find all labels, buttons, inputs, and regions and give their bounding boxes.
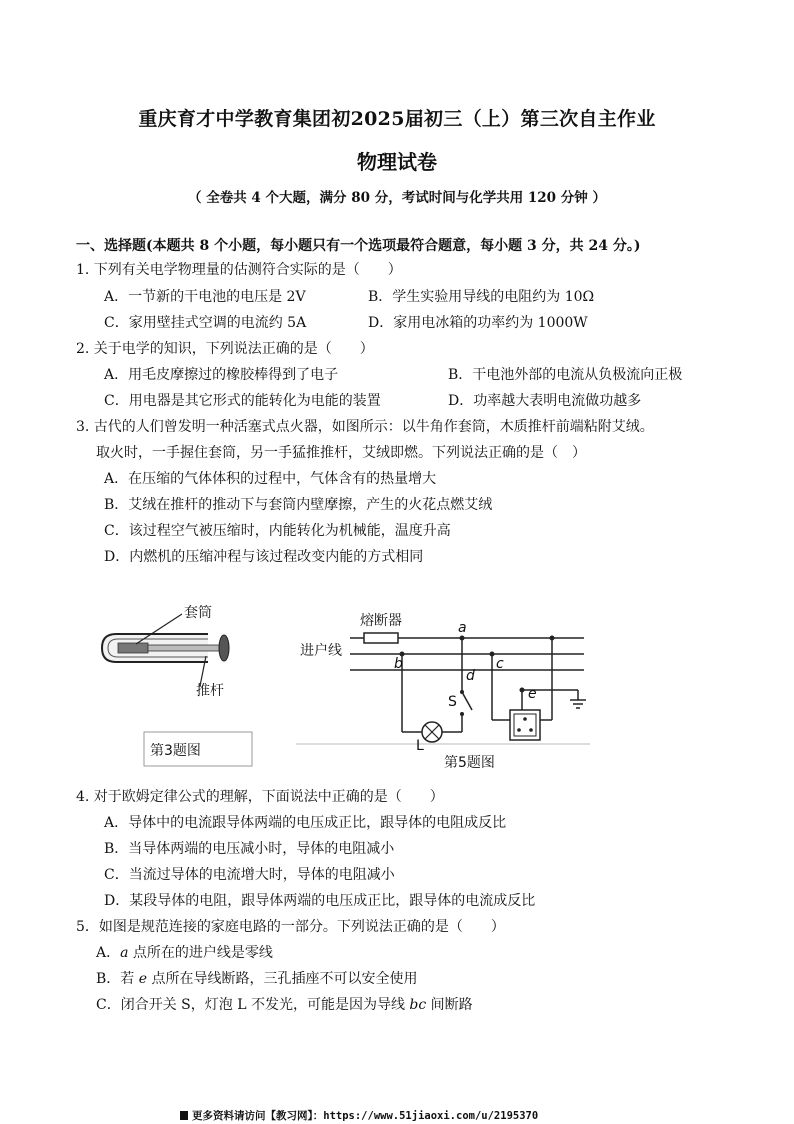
section-heading: 一、选择题(本题共 8 个小题，每小题只有一个选项最符合题意，每小题 3 分，共 24 分。) [76,238,641,254]
q3-stem-line1: 3. 古代的人们曾发明一种活塞式点火器，如图所示：以牛角作套筒，木质推杆前端粘附艾绒。 [76,419,654,435]
q1-stem: 1. 下列有关电学物理量的估测符合实际的是（ ） [76,262,402,278]
q4-stem: 4. 对于欧姆定律公式的理解，下面说法中正确的是（ ） [76,789,444,805]
q2-option-c: C．用电器是其它形式的能转化为电能的装置 [104,393,381,409]
exam-subtitle: 物理试卷 [357,150,437,174]
flag-icon [180,1111,188,1120]
q3-option-b: B．艾绒在推杆的推动下与套筒内壁摩擦，产生的火花点燃艾绒 [104,497,493,513]
q5-c-text: 间断路 [426,997,473,1013]
figure-3-caption: 第3题图 [150,743,201,759]
footer-text: 更多资料请访问【教习网】：https://www.51jiaoxi.com/u/2195370 [192,1110,539,1122]
figure-3-igniter [96,598,256,770]
label-point-e: e [528,686,537,702]
q5-c-prefix: C．闭合开关 S，灯泡 L 不发光，可能是因为导线 [96,997,410,1013]
label-point-d: d [466,668,475,684]
q3-option-c: C．该过程空气被压缩时，内能转化为机械能，温度升高 [104,523,451,539]
q5-a-variable: a [120,945,129,961]
exam-title: 重庆育才中学教育集团初2025届初三（上）第三次自主作业 [138,108,656,130]
exam-note: （ 全卷共 4 个大题，满分 80 分，考试时间与化学共用 120 分钟 ） [188,190,606,206]
figure-5-circuit [294,606,594,774]
circuit-diagram [294,606,594,774]
label-fuse: 熔断器 [360,613,402,629]
label-point-c: c [496,656,504,672]
q2-option-d: D．功率越大表明电流做功越多 [448,393,642,409]
q1-option-c: C．家用壁挂式空调的电流约 5A [104,315,307,331]
label-switch-s: S [448,694,457,710]
q5-stem: 5．如图是规范连接的家庭电路的一部分。下列说法正确的是（ ） [76,919,505,935]
q5-b-text: 点所在导线断路，三孔插座不可以安全使用 [147,971,418,987]
q4-option-b: B．当导体两端的电压减小时，导体的电阻减小 [104,841,395,857]
q5-b-variable: e [138,971,148,987]
label-sleeve: 套筒 [184,605,212,621]
q5-c-variable: bc [409,997,427,1013]
q4-option-c: C．当流过导体的电流增大时，导体的电阻减小 [104,867,395,883]
figure-5-caption: 第5题图 [444,755,495,771]
q2-stem: 2. 关于电学的知识，下列说法正确的是（ ） [76,341,374,357]
q5-b-prefix: B．若 [96,971,139,987]
q1-option-b: B．学生实验用导线的电阻约为 10Ω [368,289,595,305]
q4-option-a: A．导体中的电流跟导体两端的电压成正比，跟导体的电阻成反比 [104,815,507,831]
q5-option-a [96,944,273,962]
q4-option-d: D．某段导体的电阻，跟导体两端的电压成正比，跟导体的电流成反比 [104,893,536,909]
label-point-b: b [394,656,403,672]
q5-option-c [96,996,473,1014]
q1-option-a: A．一节新的干电池的电压是 2V [104,289,306,305]
q1-option-d: D．家用电冰箱的功率约为 1000W [368,315,588,331]
q2-option-a: A．用毛皮摩擦过的橡胶棒得到了电子 [104,367,339,383]
footer-link[interactable] [180,1108,538,1123]
label-lamp-l: L [416,738,424,754]
label-incoming-line: 进户线 [300,643,342,659]
q3-option-d: D．内燃机的压缩冲程与该过程改变内能的方式相同 [104,549,424,565]
label-point-a: a [458,620,467,636]
q5-option-b [96,970,418,988]
label-rod: 推杆 [196,683,224,699]
q3-stem-line2: 取火时，一手握住套筒，另一手猛推推杆，艾绒即燃。下列说法正确的是（ ） [96,445,586,461]
q2-option-b: B．干电池外部的电流从负极流向正极 [448,367,683,383]
q3-option-a: A．在压缩的气体体积的过程中，气体含有的热量增大 [104,471,437,487]
q5-a-prefix: A． [96,945,121,961]
q5-a-text: 点所在的进户线是零线 [128,945,273,961]
